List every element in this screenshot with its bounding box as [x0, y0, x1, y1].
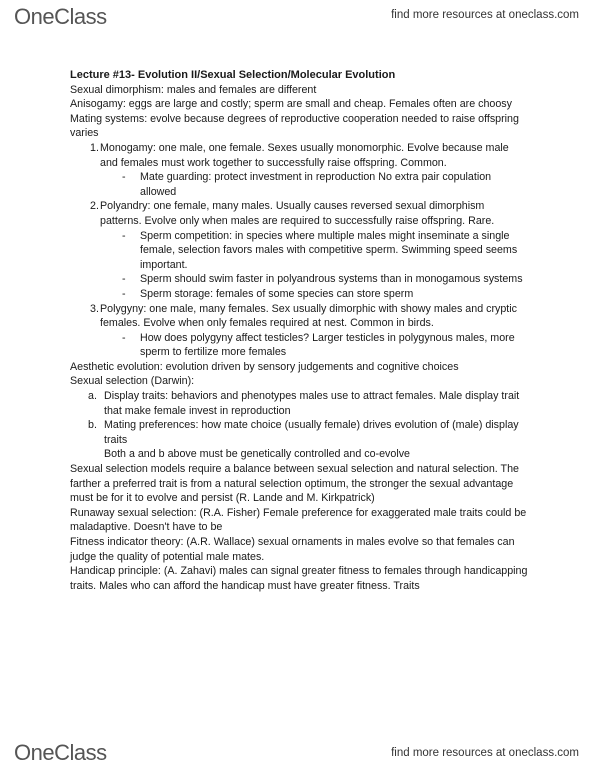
document-body: [70, 68, 528, 593]
sub-item-mate-guarding: [70, 170, 528, 199]
header-resources-link[interactable]: find more resources at oneclass.com: [391, 9, 579, 21]
sub-item-text: Sperm should swim faster in polyandrous systems than in monogamous systems: [140, 273, 523, 286]
footer-resources-link[interactable]: find more resources at oneclass.com: [391, 747, 579, 759]
dash-bullet: -: [122, 171, 126, 184]
para-sexual-dimorphism: Sexual dimorphism: males and females are different: [70, 83, 317, 96]
list-item-text: Polyandry: one female, many males. Usually causes reversed sexual dimorphism patterns. Evolve only when males are required to successfully raise offspring. Rare.: [100, 200, 495, 227]
sub-item-text: Sperm competition: in species where multiple males might inseminate a single female, selection favors males with competitive sperm. Swimming speed seems important.: [140, 229, 518, 271]
para-aesthetic-evolution: Aesthetic evolution: evolution driven by sensory judgements and cognitive choices: [70, 360, 459, 373]
list-item-mating-preferences: [70, 418, 528, 447]
para-mating-systems: Mating systems: evolve because degrees of reproductive cooperation needed to raise offspring varies: [70, 112, 519, 140]
para-co-evolve: Both a and b above must be genetically controlled and co-evolve: [104, 448, 410, 461]
list-number: 1.: [90, 141, 99, 154]
list-item-polygyny: [70, 302, 528, 331]
oneclass-logo[interactable]: OneClass: [14, 4, 107, 29]
list-item-text: Mating preferences: how mate choice (usually female) drives evolution of (male) display traits: [104, 419, 519, 446]
list-letter: b.: [88, 419, 97, 432]
para-runaway-selection: Runaway sexual selection: (R.A. Fisher) Female preference for exaggerated male traits could be maladaptive. Doesn't have to be: [70, 506, 527, 534]
sub-item-sperm-swim: [70, 272, 528, 287]
list-item-polyandry: [70, 199, 528, 228]
page-footer: [0, 735, 595, 770]
sub-item-text: Mate guarding: protect investment in reproduction No extra pair copulation allowed: [140, 171, 492, 198]
dash-bullet: -: [122, 273, 126, 286]
list-number: 2.: [90, 200, 99, 213]
sub-item-testicles: [70, 331, 528, 360]
dash-bullet: -: [122, 287, 126, 300]
sub-item-sperm-competition: [70, 229, 528, 273]
list-item-monogamy: [70, 141, 528, 170]
para-handicap-principle: Handicap principle: (A. Zahavi) males can signal greater fitness to females through handicapping traits. Males who can afford the handicap must have greater fitness. Traits: [70, 565, 528, 592]
dash-bullet: -: [122, 331, 126, 344]
sub-item-text: Sperm storage: females of some species can store sperm: [140, 287, 414, 300]
lecture-title: Lecture #13- Evolution II/Sexual Selection/Molecular Evolution: [70, 69, 396, 81]
para-fitness-indicator: Fitness indicator theory: (A.R. Wallace) sexual ornaments in males evolve so that females can judge the quality of potential male mates.: [70, 536, 515, 563]
para-selection-models: Sexual selection models require a balance between sexual selection and natural selection. The farther a preferred trait is from a natural selection optimum, the stronger the sexual advantage must be for it to evolve and persist (R. Lande and M. Kirkpatrick): [70, 463, 519, 505]
oneclass-footer-logo[interactable]: OneClass: [14, 740, 107, 765]
list-letter: a.: [88, 390, 97, 403]
list-item-display-traits: [70, 389, 528, 418]
sub-item-sperm-storage: [70, 287, 528, 302]
dash-bullet: -: [122, 229, 126, 242]
list-item-text: Monogamy: one male, one female. Sexes usually monomorphic. Evolve because male and females must work together to successfully raise offspring. Common.: [100, 141, 509, 169]
para-sexual-selection: Sexual selection (Darwin):: [70, 375, 195, 388]
list-number: 3.: [90, 302, 99, 315]
list-item-text: Display traits: behaviors and phenotypes males use to attract females. Male display trait that make female invest in reproduction: [104, 390, 520, 417]
page-header: [0, 0, 595, 40]
para-anisogamy: Anisogamy: eggs are large and costly; sperm are small and cheap. Females often are choosy: [70, 98, 512, 111]
sub-item-text: How does polygyny affect testicles? Larger testicles in polygynous males, more sperm to fertilize more females: [140, 331, 515, 359]
list-item-text: Polygyny: one male, many females. Sex usually dimorphic with showy males and cryptic females. Evolve when only females required at nest. Common in birds.: [100, 302, 517, 330]
